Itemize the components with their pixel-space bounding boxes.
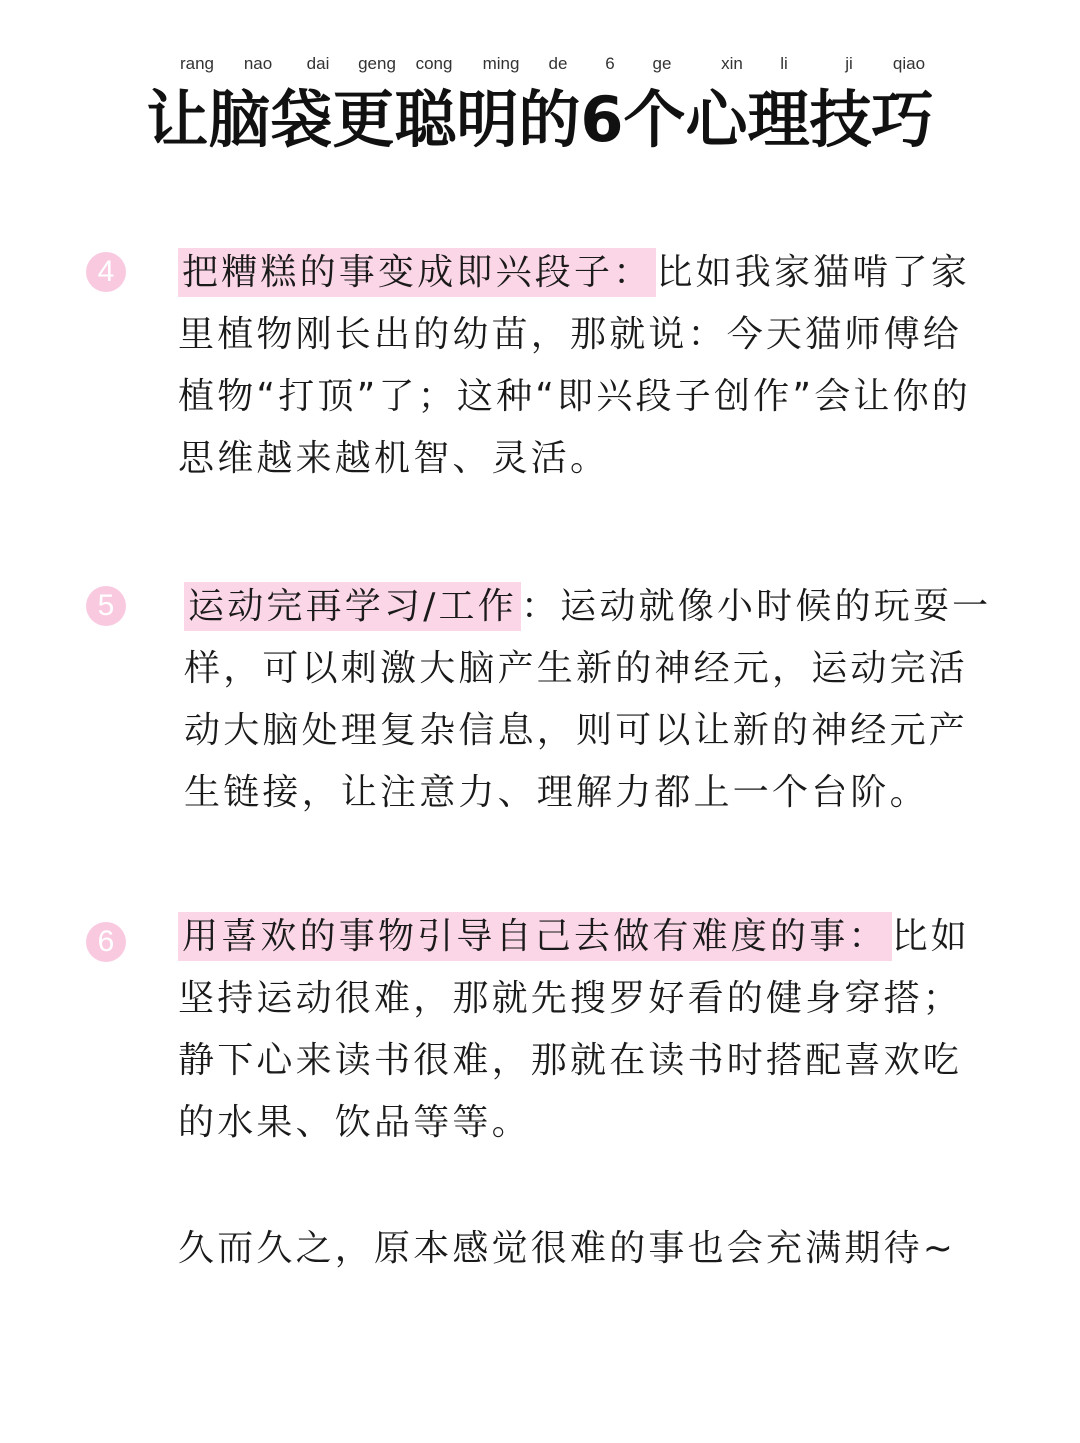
page-title: 让脑袋更聪明的6个心理技巧 bbox=[146, 83, 934, 156]
tip-body: 比如我家猫啃了家里植物刚长出的幼苗，那就说：今天猫师傅给植物“打顶”了；这种“即兴段子创作”会让你的思维越来越机智、灵活。 bbox=[178, 252, 972, 479]
tip-heading-highlight: 运动完再学习/工作 bbox=[184, 582, 521, 631]
pinyin-syllable: nao bbox=[243, 54, 273, 73]
pinyin-syllable: ji bbox=[845, 54, 853, 73]
pinyin-syllable: li bbox=[780, 54, 788, 73]
pinyin-syllable: xin bbox=[721, 54, 743, 73]
tip-heading-highlight: 把糟糕的事变成即兴段子： bbox=[178, 248, 656, 297]
tip-number-badge: 5 bbox=[86, 586, 126, 626]
closing-line: 久而久之，原本感觉很难的事也会充满期待~ bbox=[178, 1228, 957, 1269]
pinyin-syllable: cong bbox=[415, 54, 453, 73]
pinyin-syllable: ge bbox=[652, 54, 672, 73]
pinyin-syllable: 6 bbox=[605, 54, 615, 73]
tip-text bbox=[178, 242, 993, 490]
tip-body: ：运动就像小时候的玩耍一样，可以刺激大脑产生新的神经元，运动完活动大脑处理复杂信息，则可以让新的神经元产生链接，让注意力、理解力都上一个台阶。 bbox=[184, 586, 992, 813]
tip-text bbox=[178, 906, 993, 1154]
tip-text bbox=[184, 576, 999, 824]
tip-body: 比如坚持运动很难，那就先搜罗好看的健身穿搭；静下心来读书很难，那就在读书时搭配喜欢吃的水果、饮品等等。 bbox=[178, 916, 971, 1143]
tip-heading-highlight: 用喜欢的事物引导自己去做有难度的事： bbox=[178, 912, 892, 961]
tip-number-badge: 4 bbox=[86, 252, 126, 292]
pinyin-syllable: de bbox=[548, 54, 568, 73]
pinyin-syllable: rang bbox=[179, 54, 215, 73]
tip-number-badge: 6 bbox=[86, 922, 126, 962]
pinyin-syllable: dai bbox=[306, 54, 330, 73]
pinyin-syllable: ming bbox=[482, 54, 520, 73]
pinyin-syllable: geng bbox=[358, 54, 396, 73]
title-pinyin-row bbox=[0, 54, 1080, 78]
pinyin-syllable: qiao bbox=[892, 54, 926, 73]
